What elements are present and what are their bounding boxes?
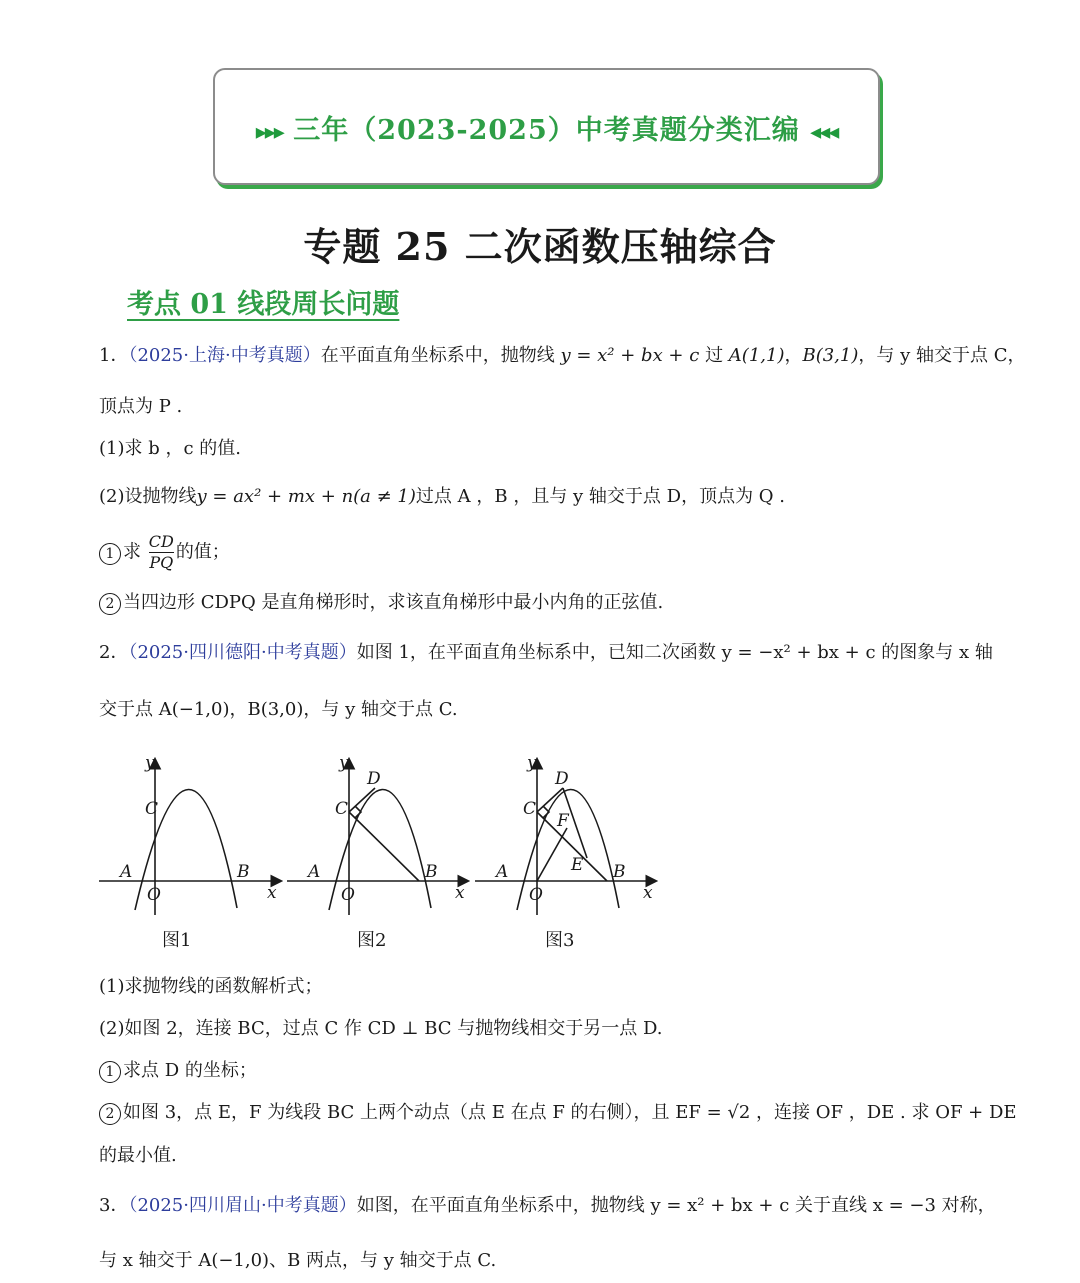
svg-text:B: B (613, 862, 626, 882)
q1-part1: (1)求 b ，c 的值. (99, 438, 241, 459)
svg-text:A: A (308, 862, 321, 882)
svg-text:O: O (341, 885, 355, 905)
svg-text:A: A (496, 862, 509, 882)
section-heading: 考点 01 线段周长问题 (127, 289, 400, 320)
svg-text:y: y (527, 753, 537, 773)
q2-sub2-cont: 的最小值. (99, 1145, 177, 1166)
svg-text:x: x (455, 883, 465, 903)
q2-stem-line1: 2．（2025·四川德阳·中考真题）如图 1，在平面直角坐标系中，已知二次函数 y = −x² + bx + c 的图象与 x 轴 (99, 642, 993, 663)
banner-title: 三年（2023-2025）中考真题分类汇编 (293, 115, 800, 146)
circled-two: 2 (99, 1103, 121, 1125)
svg-text:y: y (339, 753, 349, 773)
svg-text:O: O (529, 885, 543, 905)
q2-part2: (2)如图 2，连接 BC，过点 C 作 CD ⊥ BC 与抛物线相交于另一点 D. (99, 1018, 663, 1039)
banner (213, 68, 880, 185)
svg-text:y: y (145, 753, 155, 773)
figure-2-caption: 图2 (357, 930, 387, 951)
svg-text:C: C (145, 799, 159, 819)
circled-one: 1 (99, 1061, 121, 1083)
q2-sub2: 2 如图 3，点 E，F 为线段 BC 上两个动点（点 E 在点 F 的右侧），且 EF = √2 ，连接 OF ，DE . 求 OF + DE (99, 1100, 1017, 1126)
figure-3-caption: 图3 (545, 930, 575, 951)
figures (95, 750, 665, 954)
figure-1 (99, 760, 280, 915)
arrows-right-icon: ◂◂◂ (810, 119, 838, 145)
svg-text:E: E (571, 855, 584, 875)
q3-stem-line1: 3．（2025·四川眉山·中考真题）如图，在平面直角坐标系中，抛物线 y = x² + bx + c 关于直线 x = −3 对称， (99, 1195, 996, 1216)
q2-part1: (1)求抛物线的函数解析式； (99, 976, 323, 997)
q1-part2: (2)设抛物线y = ax² + mx + n(a ≠ 1)过点 A ，B ，且与 y 轴交于点 D，顶点为 Q . (99, 486, 785, 507)
figure-graphs (95, 750, 665, 950)
q1-source: （2025·上海·中考真题） (128, 345, 321, 366)
q2-sub1: 1 求点 D 的坐标； (99, 1058, 257, 1084)
svg-text:C: C (335, 799, 349, 819)
svg-text:C: C (523, 799, 537, 819)
svg-text:F: F (557, 811, 569, 831)
q1-stem-line1: 1．（2025·上海·中考真题）在平面直角坐标系中，抛物线 y = x² + bx + c 过 A(1,1)，B(3,1)，与 y 轴交于点 C， (99, 345, 1026, 366)
circled-two: 2 (99, 593, 121, 615)
banner-text (215, 108, 878, 147)
q3-stem-line2: 与 x 轴交于 A(−1,0)、B 两点，与 y 轴交于点 C. (99, 1250, 497, 1271)
q1-sub1: 1 求 $\frac{CD}{PQ}$ 的值； (99, 532, 230, 573)
svg-text:x: x (267, 883, 277, 903)
svg-text:O: O (147, 885, 161, 905)
svg-text:D: D (367, 769, 381, 789)
q1-sub2: 2 当四边形 CDPQ 是直角梯形时，求该直角梯形中最小内角的正弦值. (99, 590, 663, 616)
svg-text:B: B (237, 862, 250, 882)
arrows-left-icon: ▸▸▸ (255, 119, 283, 145)
q3-source: （2025·四川眉山·中考真题） (128, 1195, 357, 1216)
circled-one: 1 (99, 543, 121, 565)
fraction-cd-pq: $\frac{CD}{PQ}$ (148, 532, 174, 572)
figure-1-caption: 图1 (162, 930, 192, 951)
svg-text:A: A (120, 862, 133, 882)
q2-source: （2025·四川德阳·中考真题） (128, 642, 357, 663)
q1-stem-line2: 顶点为 P . (99, 396, 183, 417)
page-title: 专题 25 二次函数压轴综合 (303, 224, 777, 269)
svg-text:B: B (425, 862, 438, 882)
svg-text:D: D (555, 769, 569, 789)
q2-stem-line2: 交于点 A(−1,0)，B(3,0)，与 y 轴交于点 C. (99, 699, 458, 720)
svg-text:x: x (643, 883, 653, 903)
